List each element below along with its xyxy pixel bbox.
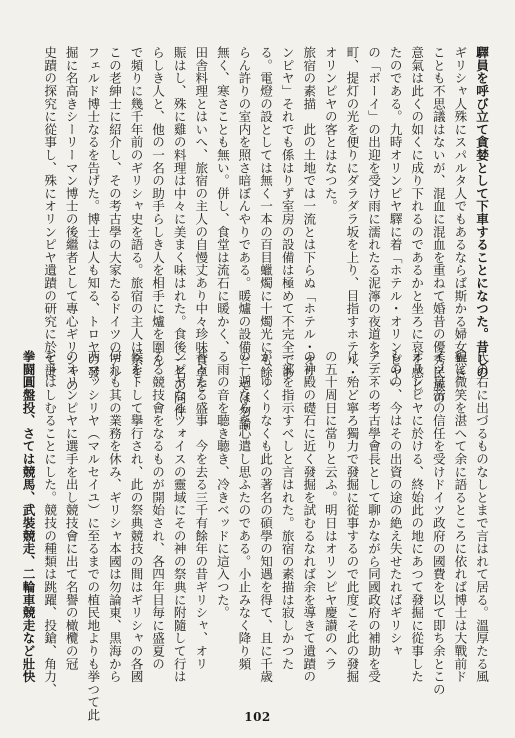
text-line: る雨の音を聴き聴き、冷きベッドに這入つた。	[214, 350, 230, 619]
text-line: 賑はし、殊に雞の料理は中々に美まく味はれた。食後一名の同伴	[171, 46, 187, 418]
text-line: オリンピヤに於ける、終始此の地にあつて發掘に從事した	[409, 350, 425, 683]
text-line: たのである。九時オリンピヤ驛に着「ホテル・オリンピヤ」	[387, 46, 403, 392]
text-line: 一部を指示すべしと言はれた。旅宿の素描は寂しかつた	[279, 350, 295, 670]
text-line: フェルド博士なるを告げた。博士は人も知る、トロヤの發	[85, 46, 101, 379]
text-line-with-subhead: 昔々たる盛事 今を去る三千有餘年の昔ギリシャ、オリ	[193, 350, 209, 670]
text-line: るる競技會をなるものが開始され、各四年目毎に盛夏の	[150, 350, 166, 670]
text-line: 拳闘圓盤投、さては競馬、武裝競走、二輪車競走など壯快	[20, 350, 36, 683]
text-line: 町、提灯の光を便りにダラダラ坂を上り、目指すホテル・	[344, 46, 360, 379]
text-line: 氏の右に出づるものなしとまで言はれて居る。溫厚たる風	[474, 350, 489, 683]
text-line: ものの、今はその出資の途の絶え失せたればギリシャ	[387, 350, 403, 658]
text-line-with-subhead: 旅宿の素描 此の土地では一流とは下らぬ「ホテル・オリ	[301, 46, 317, 379]
text-line: この老紳士に紹介し、その考古學の大家たるドイツのデル	[106, 46, 122, 379]
text-line: け、殆ど寧ろ獨力で發掘に從事するので此度こそ此の發掘	[344, 350, 360, 683]
text-line: 史蹟の探究に從事し、殊にオリンピヤ遺蹟の研究に於ては	[42, 46, 58, 379]
text-line: の一週なるを心遣し思ふたのである。小止みなく降り頻	[236, 350, 252, 670]
text-line: 田舎料理とはいへ、旅宿の主人の自慢丈あり中々珍味食卓を	[193, 46, 209, 392]
upper-text-block	[24, 46, 492, 430]
text-line: る。電燈の設としては無く一本の百目蠟燭に十燭光にも餘	[258, 46, 274, 379]
text-line: ンピヤ」それでも係はりず室房の設備は極めて不完全であ	[279, 46, 295, 379]
text-line: ことも不思議はないが、混血に混血を重ねて婚昔の優秀民族の	[430, 46, 446, 405]
text-line: の「ボーイ」の出迎を受け雨に濡れたる泥濘の夜道を二三	[366, 46, 382, 379]
text-line: で頻りに幾千年前のギリシャ史を語る。旅宿の主人は余を	[128, 46, 144, 379]
text-line: の神殿の礎石に近く發掘を試むるなれば余を導きて遺蹟の	[301, 350, 317, 683]
text-line: アテネの考古學會長として聊かながら同國政府の補助を受	[366, 350, 382, 683]
page-number: 102	[244, 710, 271, 724]
text-line: 貌に微笑を湛へて余に語るところに依れば博士は大戰前ド	[452, 350, 468, 683]
text-line: 驛員を呼び立て貪婪として下車することになつた。昔しの	[474, 46, 489, 379]
text-line: オリンピヤの客とはなつた。	[322, 46, 338, 213]
text-line: 意氣は此くの如くに成り下れるのであるかと坐ろに哀を感じ	[409, 46, 425, 392]
text-line: イツ皇帝の信任を受けドイツ政府の國費を以て即ち余とこの	[430, 350, 446, 696]
text-line: 掘に名高きシーリーマン博士の後繼者として專心ギリシャの	[63, 46, 79, 392]
text-line: 無く、寒さことも無い。併し、食堂は流石に暖かく、	[214, 46, 230, 354]
text-line: 何れも其の業務を休み、ギリシャ本國は勿論東、黒海から	[106, 350, 122, 683]
text-line: ギリシャ人殊にスパルタ人でもあるならば斯かる婦女無き	[452, 46, 468, 379]
text-line: の五十周日に當りと云ふ。明日はオリンピヤ慶讃のヘラ	[322, 350, 338, 670]
text-line: が、ゆくりなくも此の著名の碩學の知遇を得て、且に千歳	[258, 350, 274, 683]
text-line: を爭はしむることにした。競技の種類は跳躍、投鎗、角力、	[42, 350, 58, 696]
text-line: 候をトして擧行され、此の祭典競技の間はギリシャの各國	[128, 350, 144, 683]
text-line: ンピヤなるツォイスの靈域にその神の祭典に附隨して行は	[171, 350, 187, 683]
text-line: 西マッシリヤ（マルセイユ）に至るまでの植民地よりも挙つて此	[85, 350, 101, 722]
text-line: らん許りの室内を照さ暗ぼんやりである。暖爐の設備としては勿論	[236, 46, 252, 430]
text-line: のオリンピヤに選手を出し競技會に出て名譽の橄欖の冠	[63, 350, 79, 670]
text-line: らしき人と、他の一名の助手らしき人を相手に爐を圍ん	[150, 46, 166, 366]
